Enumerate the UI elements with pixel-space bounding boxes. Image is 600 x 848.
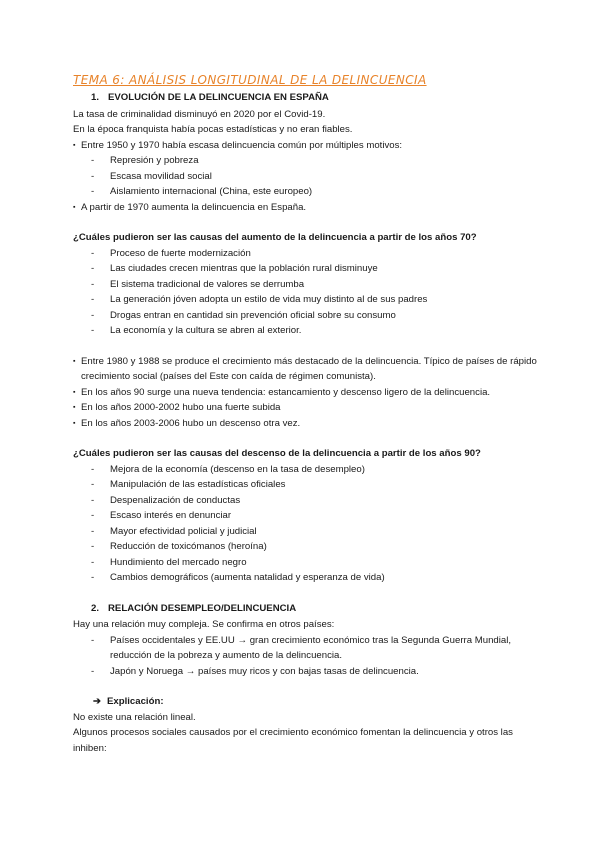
list-item: - Proceso de fuerte modernización	[73, 246, 541, 262]
arrow-icon: ➔	[93, 696, 102, 707]
dash-list	[73, 153, 541, 200]
dash-list	[73, 633, 541, 680]
list-item: - Escaso interés en denunciar	[73, 508, 541, 524]
list-item: - Mejora de la economía (descenso en la tasa de desempleo)	[73, 462, 541, 478]
paragraph: En la época franquista había pocas estadísticas y no eran fiables.	[73, 124, 353, 135]
bullet-item: ▪ Entre 1980 y 1988 se produce el crecimiento más destacado de la delincuencia. Típico de países de rápido crecimiento social (países del Este con caída de régimen comunista).	[73, 354, 541, 385]
list-item: - Escasa movilidad social	[73, 169, 541, 185]
list-item: - Japón y Noruega → países muy ricos y con bajas tasas de delincuencia.	[73, 664, 541, 680]
list-item: - Países occidentales y EE.UU → gran crecimiento económico tras la Segunda Guerra Mundial, reducción de la pobreza y aumento de la delincuencia.	[73, 633, 541, 664]
list-item: - Las ciudades crecen mientras que la población rural disminuye	[73, 261, 541, 277]
list-item: - Represión y pobreza	[73, 153, 541, 169]
bullet-item: ▪ En los años 2003-2006 hubo un descenso otra vez.	[73, 416, 541, 432]
paragraph: Algunos procesos sociales causados por el crecimiento económico fomentan la delincuencia y otros las inhiben:	[73, 727, 513, 754]
section-1-heading-text: EVOLUCIÓN DE LA DELINCUENCIA EN ESPAÑA	[108, 92, 329, 103]
bullet-item: ▪ Entre 1950 y 1970 había escasa delincuencia común por múltiples motivos:	[73, 138, 541, 154]
question-heading: ¿Cuáles pudieron ser las causas del descenso de la delincuencia a partir de los años 90?	[73, 448, 481, 459]
list-item: - Drogas entran en cantidad sin prevención oficial sobre su consumo	[73, 308, 541, 324]
explanation-heading	[73, 694, 541, 710]
section-2-heading	[73, 601, 541, 617]
list-item: - Mayor efectividad policial y judicial	[73, 524, 541, 540]
list-item: - El sistema tradicional de valores se derrumba	[73, 277, 541, 293]
section-1-number: 1.	[91, 92, 100, 103]
list-item: - Hundimiento del mercado negro	[73, 555, 541, 571]
dash-list	[73, 462, 541, 586]
list-item: - Reducción de toxicómanos (heroína)	[73, 539, 541, 555]
section-1-heading	[73, 90, 541, 106]
paragraph: La tasa de criminalidad disminuyó en 2020 por el Covid-19.	[73, 108, 326, 120]
section-2-heading-text: RELACIÓN DESEMPLEO/DELINCUENCIA	[108, 602, 297, 614]
bullet-item: ▪ En los años 90 surge una nueva tendencia: estancamiento y descenso ligero de la delincuencia.	[73, 385, 541, 401]
bullet-item: ▪ En los años 2000-2002 hubo una fuerte subida	[73, 400, 541, 416]
list-item: - Aislamiento internacional (China, este europeo)	[73, 184, 541, 200]
question-heading: ¿Cuáles pudieron ser las causas del aumento de la delincuencia a partir de los años 70?	[73, 232, 477, 243]
paragraph: Hay una relación muy compleja. Se confirma en otros países:	[73, 619, 335, 630]
bullet-item: ▪ A partir de 1970 aumenta la delincuencia en España.	[73, 200, 541, 216]
list-item: - Manipulación de las estadísticas oficiales	[73, 477, 541, 493]
list-item: - La generación jóven adopta un estilo de vida muy distinto al de sus padres	[73, 292, 541, 308]
list-item: - Cambios demográficos (aumenta natalidad y esperanza de vida)	[73, 570, 541, 586]
dash-list	[73, 246, 541, 339]
list-item: - La economía y la cultura se abren al exterior.	[73, 323, 541, 339]
paragraph: No existe una relación lineal.	[73, 711, 196, 723]
list-item: - Despenalización de conductas	[73, 493, 541, 509]
page-title: TEMA 6: ANÁLISIS LONGITUDINAL DE LA DELINCUENCIA	[73, 73, 427, 87]
explanation-heading-text: Explicación:	[107, 696, 164, 707]
document-page	[73, 72, 541, 756]
section-2-number: 2.	[91, 602, 100, 614]
